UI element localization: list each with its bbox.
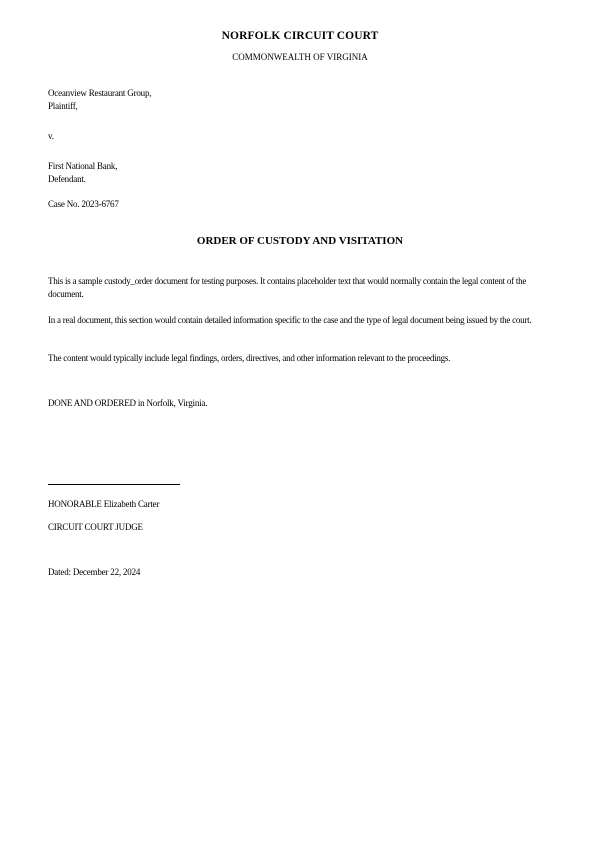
defendant-role: Defendant. [48,174,86,184]
plaintiff-name: Oceanview Restaurant Group, [48,88,152,98]
done-and-ordered: DONE AND ORDERED in Norfolk, Virginia. [48,398,208,408]
dated-line: Dated: December 22, 2024 [48,567,141,577]
judge-name: HONORABLE Elizabeth Carter [48,499,160,509]
jurisdiction: COMMONWEALTH OF VIRGINIA [232,52,368,62]
judge-title: CIRCUIT COURT JUDGE [48,522,143,532]
body-paragraph-2: In a real document, this section would contain detailed information specific to the case and the type of legal document being issued by the court. [48,315,532,325]
defendant-name: First National Bank, [48,161,118,171]
body-paragraph-3: The content would typically include legal findings, orders, directives, and other information relevant to the proceedings. [48,353,451,363]
case-number: Case No. 2023-6767 [48,199,119,209]
order-title: ORDER OF CUSTODY AND VISITATION [196,235,404,247]
plaintiff-role: Plaintiff, [48,101,78,111]
body-paragraph-1: This is a sample custody_order document for testing purposes. It contains placeholder text that would normally contain the legal content of the document. [48,276,527,299]
signature-line [48,484,180,485]
court-name: NORFOLK CIRCUIT COURT [221,30,379,42]
versus: v. [48,131,54,141]
